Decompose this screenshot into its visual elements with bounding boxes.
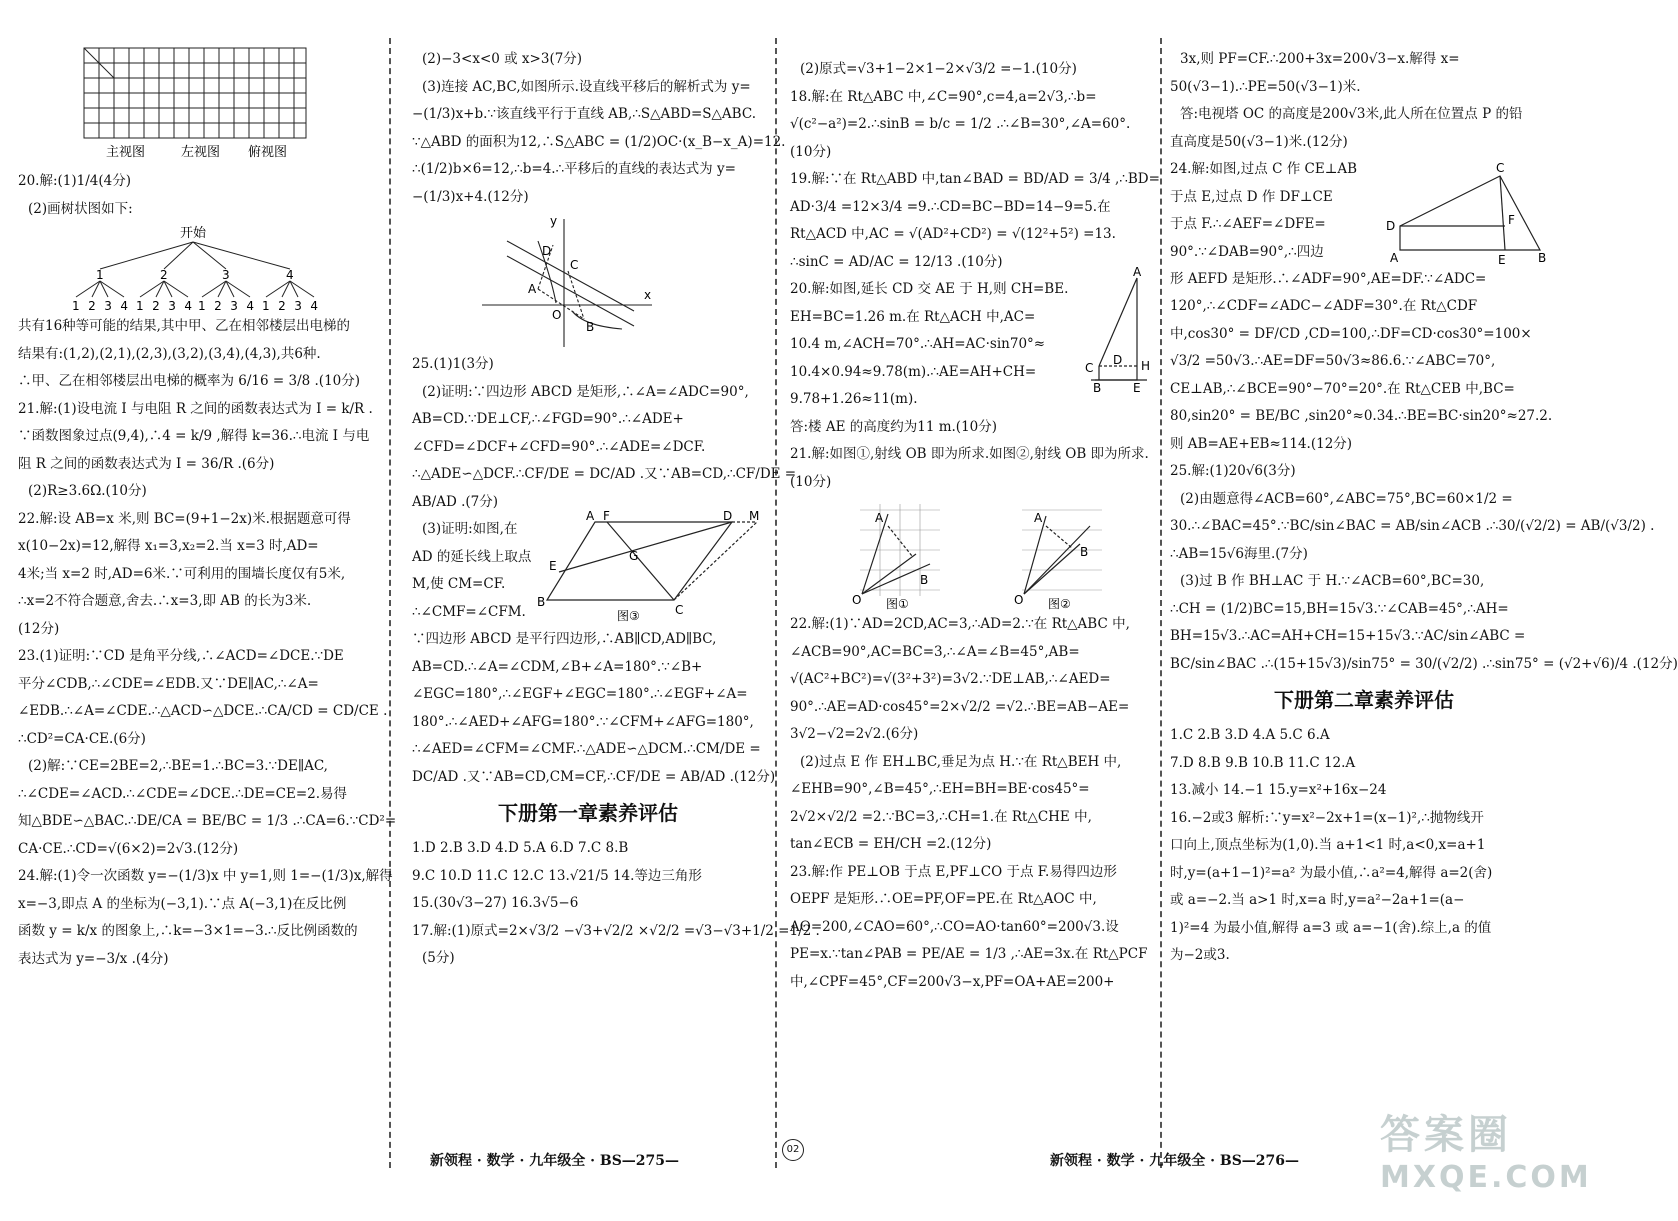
q25-part3-text: M,使 CM=CF. [412, 576, 506, 592]
q22-text: tan∠ECB = EH/CH =2.(12分) [790, 836, 992, 852]
point-label: A [1390, 251, 1399, 265]
watermark-url: MXQE.COM [1380, 1160, 1592, 1195]
tree-diagram-figure [18, 223, 373, 313]
answers-line: 17.解:(1)原式=2×√3/2 −√3+√2/2 ×√2/2 =√3−√3+1/2 =1/2 . [412, 922, 820, 939]
view-label-top: 俯视图 [248, 145, 288, 160]
answers-line: 1.C 2.B 3.D 4.A 5.C 6.A [1170, 727, 1330, 743]
point-label: E [1133, 381, 1141, 395]
q17-text: (2)原式=√3+1−2×1−2×√3/2 =−1.(10分) [800, 61, 1077, 77]
answers-line: 1.D 2.B 3.D 4.D 5.A 6.D 7.C 8.B [412, 840, 629, 856]
point-label: B [537, 595, 546, 609]
answers-line: 13.减小 14.−1 15.y=x²+16x−24 [1170, 782, 1387, 798]
point-label: A [586, 509, 595, 523]
q19-text: ∴sinC = AD/AC = 12/13 .(10分) [790, 253, 1003, 270]
q24-cont-text: −(1/3)x+4.(12分) [412, 188, 529, 205]
q25-text: ∴AB=15√6海里.(7分) [1170, 545, 1308, 562]
point-label: A [1133, 265, 1142, 279]
q22-text: 4米;当 x=2 时,AD=6米.∵可利用的围墙长度仅有5米, [18, 565, 346, 582]
q24-cont-text: (3)连接 AC,BC,如图所示.设直线平移后的解析式为 y= [422, 78, 751, 95]
q18-text: (10分) [790, 143, 832, 160]
tree-leaf-group: 1 2 3 4 [136, 299, 192, 313]
q25-text: ∴CH = (1/2)BC=15,BH=15√3.∵∠CAB=45°,∴AH= [1170, 600, 1509, 617]
q25-proof-text: ∴∠AED=∠CFM=∠CMF.∴△ADE∽△DCM.∴CM/DE = [412, 741, 761, 757]
point-label: G [629, 549, 639, 563]
q25-part3-block [412, 509, 764, 626]
q24-text: √3/2 =50√3.∴AE=DF=50√3≈86.6.∵∠ABC=70°, [1170, 353, 1496, 369]
q25-text: (2)证明:∵四边形 ABCD 是矩形,∴∠A=∠ADC=90°, [422, 383, 749, 400]
column-divider-1 [389, 38, 391, 1168]
q21-text: (2)R≥3.6Ω.(10分) [28, 483, 147, 499]
point-label: H [1141, 359, 1151, 373]
tree-leaf-group: 1 2 3 4 [72, 299, 128, 313]
point-label: M [749, 509, 760, 523]
origin-label: O [552, 308, 562, 322]
q25-text: BC/sin∠BAC .∴(15+15√3)/sin75° = 30/(√2/2) .∴sin75° = (√2+√6)/4 .(12分) [1170, 655, 1678, 672]
quadrilateral-figure [1380, 158, 1548, 266]
q20-text: 10.4 m,∠ACH=70°.∴AH=AC·sin70°≈ [790, 336, 1046, 352]
section-heading-chapter1: 下册第一章素养评估 [498, 801, 678, 825]
point-label: F [603, 509, 610, 523]
q23-text: ∴∠CDE=∠ACD.∴∠CDE=∠DCE.∴DE=CE=2.易得 [18, 785, 348, 802]
q21-text: 阻 R 之间的函数表达式为 I = 36/R .(6分) [18, 455, 275, 472]
column-divider-2 [775, 38, 777, 1168]
q23-text: 平分∠CDB,∴∠CDE=∠EDB.又∵DE∥AC,∴∠A= [18, 675, 319, 692]
q20-text: 10.4×0.94≈9.78(m).∴AE=AH+CH= [790, 363, 1037, 380]
point-label: B [1093, 381, 1102, 395]
q22-text: √(AC²+BC²)=√(3²+3²)=3√2.∵DE⊥AB,∴∠AED= [790, 671, 1111, 687]
point-label: A [1034, 511, 1043, 525]
q23-text: (2)解:∵CE=2BE=2,∴BE=1.∴BC=3.∵DE∥AC, [28, 758, 328, 774]
q18-text: 18.解:在 Rt△ABC 中,∠C=90°,c=4,a=2√3,∴b= [790, 88, 1097, 105]
point-label: E [1498, 253, 1506, 267]
point-label: D [1113, 353, 1123, 367]
view-label-front: 主视图 [106, 145, 146, 160]
figure-caption: 图② [1048, 597, 1071, 611]
building-figure [1085, 265, 1155, 398]
tree-leaf-group: 1 2 3 4 [198, 299, 254, 313]
point-label: B [1080, 545, 1089, 559]
point-label: B [920, 573, 929, 587]
q24-cont-text: −(1/3)x+b.∵该直线平行于直线 AB,∴S△ABD=S△ABC. [412, 106, 756, 122]
q23-text: 知△BDE∽△BAC.∴DE/CA = BE/BC = 1/3 .∴CA=6.∵CD²= [18, 813, 397, 829]
q25-text: ∠CFD=∠DCF+∠CFD=90°.∴∠ADE=∠DCF. [412, 438, 706, 455]
q25-text: BH=15√3.∴AC=AH+CH=15+15√3.∵AC/sin∠ABC = [1170, 628, 1526, 644]
q20-text: 答:楼 AE 的高度约为11 m.(10分) [790, 418, 998, 435]
q23-cont-text: 3x,则 PF=CF.∴200+3x=200√3−x.解得 x= [1180, 51, 1460, 67]
q20-text: ∴甲、乙在相邻楼层出电梯的概率为 6/16 = 3/8 .(10分) [18, 373, 361, 389]
q25-text: AB=CD.∵DE⊥CF,∴∠FGD=90°.∴∠ADE+ [412, 411, 684, 427]
point-label: O [1014, 593, 1024, 607]
q23-text: 23.(1)证明:∵CD 是角平分线,∴∠ACD=∠DCE.∵DE [18, 648, 344, 664]
q23-cont-text: 50(√3−1).∴PE=50(√3−1)米. [1170, 78, 1361, 95]
q24-text: 24.解:如图,过点 C 作 CE⊥AB [1170, 161, 1358, 177]
q22-text: ∴x=2不符合题意,舍去.∴x=3,即 AB 的长为3米. [18, 593, 312, 609]
point-label: C [1085, 361, 1094, 375]
q24-cont-text: (2)−3<x<0 或 x>3(7分) [422, 51, 583, 67]
point-label: B [1538, 251, 1547, 265]
q23-text: ∴CD²=CA·CE.(6分) [18, 730, 146, 747]
point-label: D [542, 244, 552, 258]
q23-cont-text: 答:电视塔 OC 的高度是200√3米,此人所在位置点 P 的铅 [1180, 106, 1523, 122]
q24-text: 于点 E,过点 D 作 DF⊥CE [1170, 188, 1333, 205]
ray-construction-figures [790, 496, 1160, 611]
point-label: D [723, 509, 733, 523]
q20-text: EH=BC=1.26 m.在 Rt△ACH 中,AC= [790, 308, 1036, 325]
section-heading-chapter2: 下册第二章素养评估 [1274, 688, 1454, 712]
answers-line: 或 a=−2.当 a>1 时,x=a 时,y=a²−2a+1=(a− [1170, 892, 1465, 908]
answers-line: 口向上,顶点坐标为(1,0).当 a+1<1 时,a<0,x=a+1 [1170, 837, 1486, 853]
q22-text: 2√2×√2/2 =2.∵BC=3,∴CH=1.在 Rt△CHE 中, [790, 808, 1092, 825]
q24-cont-text: ∵△ABD 的面积为12,∴S△ABC = (1/2)OC·(x_B−x_A)=12. [412, 133, 786, 150]
q23-text: AO=200,∠CAO=60°,∴CO=AO·tan60°=200√3.设 [790, 918, 1119, 935]
figure-caption: 图③ [617, 609, 640, 623]
footer-left: 新领程 · 数学 · 九年级全 · BS—275— [430, 1153, 680, 1169]
column-3 [790, 56, 1160, 996]
q25-part3-text: (3)证明:如图,在 [422, 521, 518, 537]
q22-text: (12分) [18, 620, 60, 637]
q22-text: 90°.∴AE=AD·cos45°=2×√2/2 =√2.∴BE=AB−AE= [790, 698, 1130, 715]
q25-text: 25.(1)1(3分) [412, 356, 494, 372]
q24-text: 80,sin20° = BE/BC ,sin20°≈0.34.∴BE=BC·sin20°≈27.2. [1170, 408, 1553, 424]
q19-text: 19.解:∵在 Rt△ABD 中,tan∠BAD = BD/AD = 3/4 ,∴BD= [790, 171, 1160, 187]
q23-text: 中,∠CPF=45°,CF=200√3−x,PF=OA+AE=200+ [790, 973, 1115, 990]
q24-text: 90°.∵∠DAB=90°,∴四边 [1170, 243, 1324, 260]
q22-text: 3√2−√2=2√2.(6分) [790, 726, 919, 742]
q19-text: AD·3/4 =12×3/4 =9.∴CD=BC−BD=14−9=5.在 [790, 198, 1111, 215]
q20-text: 9.78+1.26≈11(m). [790, 391, 918, 407]
axis-label-y: y [550, 214, 558, 228]
answers-line: 时,y=(a+1−1)²=a² 为最小值,∴a²=4,解得 a=2(舍) [1170, 864, 1493, 881]
q25-text: 30.∴∠BAC=45°.∵BC/sin∠BAC = AB/sin∠ACB .∴30/(√2/2) = AB/(√3/2) . [1170, 518, 1655, 534]
q19-text: Rt△ACD 中,AC = √(AD²+CD²) = √(12²+5²) =13. [790, 226, 1116, 242]
q23-text: CA·CE.∴CD=√(6×2)=2√3.(12分) [18, 840, 239, 857]
column-1 [18, 40, 397, 973]
q21-text: ∵函数图象过点(9,4),∴4 = k/9 ,解得 k=36.∴电流 I 与电 [18, 428, 370, 444]
watermark-title: 答案圈 [1380, 1112, 1512, 1158]
point-label: C [675, 603, 684, 617]
q22-text: x(10−2x)=12,解得 x₁=3,x₂=2.当 x=3 时,AD= [18, 538, 319, 554]
column-divider-3 [1160, 38, 1162, 1168]
q24-text: 120°,∴∠CDF=∠ADC−∠ADF=30°.在 Rt△CDF [1170, 298, 1478, 314]
answers-line: 为−2或3. [1170, 947, 1230, 963]
q25-text: AB/AD .(7分) [412, 493, 498, 510]
q25-text: (2)由题意得∠ACB=60°,∠ABC=75°,BC=60×1/2 = [1180, 490, 1513, 507]
q22-text: (2)过点 E 作 EH⊥BC,垂足为点 H.∵在 Rt△BEH 中, [800, 753, 1122, 770]
point-label: C [570, 258, 579, 272]
point-label: O [852, 593, 862, 607]
q24-block [1170, 156, 1558, 293]
footer-right: 新领程 · 数学 · 九年级全 · BS—276— [1050, 1153, 1300, 1169]
tree-node: 2 [160, 268, 168, 282]
q20-text: 共有16种等可能的结果,其中甲、乙在相邻楼层出电梯的 [18, 318, 350, 334]
q23-text: OEPF 是矩形.∴OE=PF,OF=PE.在 Rt△AOC 中, [790, 891, 1097, 907]
q25-proof-text: ∠EGC=180°,∴∠EGF+∠EGC=180°.∴∠EGF+∠A= [412, 686, 748, 702]
q25-text: ∴△ADE∽△DCF.∴CF/DE = DC/AD .又∵AB=CD,∴CF/DE = [412, 466, 797, 482]
q21-text: (10分) [790, 473, 832, 490]
q20-text: 20.解:如图,延长 CD 交 AE 于 H,则 CH=BE. [790, 281, 1069, 297]
q24-cont-text: ∴(1/2)b×6=12,∴b=4.∴平移后的直线的表达式为 y= [412, 161, 736, 177]
q24-text: 表达式为 y=−3/x .(4分) [18, 950, 169, 967]
q25-part3-text: ∴∠CMF=∠CFM. [412, 603, 526, 620]
point-label: B [586, 320, 595, 334]
point-label: A [875, 511, 884, 525]
tree-node: 4 [286, 268, 294, 282]
q21-text: 21.解:如图①,射线 OB 即为所求.如图②,射线 OB 即为所求. [790, 446, 1149, 462]
q22-text: 22.解:(1)∵AD=2CD,AC=3,∴AD=2.∵在 Rt△ABC 中, [790, 616, 1130, 632]
q24-text: 24.解:(1)令一次函数 y=−(1/3)x 中 y=1,则 1=−(1/3)x,解得 [18, 868, 393, 884]
q24-text: 则 AB=AE+EB≈114.(12分) [1170, 435, 1353, 452]
q22-text: ∠ACB=90°,AC=BC=3,∴∠A=∠B=45°,AB= [790, 643, 1080, 660]
q25-text: (3)过 B 作 BH⊥AC 于 H.∵∠ACB=60°,BC=30, [1180, 573, 1485, 589]
point-label: A [528, 282, 537, 296]
three-view-grid-figure [18, 40, 373, 168]
q24-text: x=−3,即点 A 的坐标为(−3,1).∵点 A(−3,1)在反比例 [18, 895, 347, 912]
answers-line: 9.C 10.D 11.C 12.C 13.√21/5 14.等边三角形 [412, 867, 702, 884]
point-label: D [1386, 219, 1396, 233]
point-label: C [1496, 161, 1505, 175]
q24-text: 中,cos30° = DF/CD ,CD=100,∴DF=CD·cos30°=100× [1170, 325, 1532, 342]
q23-text: 23.解:作 PE⊥OB 于点 E,PF⊥CO 于点 F.易得四边形 [790, 863, 1117, 880]
q20-text: 结果有:(1,2),(2,1),(2,3),(3,2),(3,4),(4,3),共6种. [18, 345, 321, 362]
tree-root: 开始 [180, 226, 207, 241]
q23-cont-text: 直高度是50(√3−1)米.(12分) [1170, 133, 1348, 150]
q25-proof-text: AB=CD.∴∠A=∠CDM,∠B+∠A=180°.∵∠B+ [412, 658, 703, 675]
q25-text: 25.解:(1)20√6(3分) [1170, 463, 1296, 479]
answers-line: (5分) [422, 950, 455, 966]
view-label-left: 左视图 [181, 145, 221, 160]
q20-answer-1: 20.解:(1)1/4(4分) [18, 173, 131, 189]
answers-line: 1)²=4 为最小值,解得 a=3 或 a=−1(舍).综上,a 的值 [1170, 919, 1492, 936]
parallelogram-figure [537, 510, 762, 645]
q21-text: 21.解:(1)设电流 I 与电阻 R 之间的函数表达式为 I = k/R . [18, 400, 373, 417]
point-label: E [549, 559, 557, 573]
figure-caption: 图① [886, 597, 909, 611]
q22-text: 22.解:设 AB=x 米,则 BC=(9+1−2x)米.根据题意可得 [18, 510, 351, 527]
q20-block [790, 265, 1160, 441]
q25-part3-text: AD 的延长线上取点 [412, 548, 532, 565]
tree-node: 3 [222, 268, 230, 282]
axis-label-x: x [644, 288, 652, 302]
page-mark: 02 [782, 1139, 804, 1161]
q24-text: 函数 y = k/x 的图象上,∴k=−3×1=−3.∴反比例函数的 [18, 923, 358, 939]
watermark-logo [1380, 1110, 1592, 1210]
answers-line: 15.(30√3−27) 16.3√5−6 [412, 895, 579, 911]
tree-leaf-group: 1 2 3 4 [262, 299, 318, 313]
q23-text: PE=x.∵tan∠PAB = PE/AE = 1/3 ,∴AE=3x.在 Rt△PCF [790, 946, 1148, 962]
column-4 [1170, 46, 1678, 970]
q25-proof-text: ∵四边形 ABCD 是平行四边形,∴AB∥CD,AD∥BC, [412, 631, 717, 647]
q22-text: ∠EHB=90°,∠B=45°,∴EH=BH=BE·cos45°= [790, 781, 1090, 797]
q23-text: ∠EDB.∴∠A=∠CDE.∴△ACD∽△DCE.∴CA/CD = CD/CE . [18, 703, 388, 719]
answers-line: 7.D 8.B 9.B 10.B 11.C 12.A [1170, 754, 1356, 771]
q18-text: √(c²−a²)=2.∴sinB = b/c = 1/2 .∴∠B=30°,∠A=60°. [790, 116, 1131, 132]
tree-node: 1 [96, 268, 104, 282]
answers-line: 16.−2或3 解析:∵y=x²−2x+1=(x−1)²,∴抛物线开 [1170, 809, 1484, 826]
q25-proof-text: 180°.∴∠AED+∠AFG=180°.∵∠CFM+∠AFG=180°, [412, 713, 754, 730]
q20-answer-2: (2)画树状图如下: [28, 200, 133, 217]
q24-text: CE⊥AB,∴∠BCE=90°−70°=20°.在 Rt△CEB 中,BC= [1170, 380, 1515, 397]
q25-proof-text: DC/AD .又∵AB=CD,CM=CF,∴CF/DE = AB/AD .(12分) [412, 768, 776, 785]
q24-text: 于点 F.∴∠AEF=∠DFE= [1170, 216, 1326, 232]
q24-text: 形 AEFD 是矩形.∴∠ADF=90°,AE=DF.∵∠ADC= [1170, 271, 1487, 287]
point-label: F [1508, 213, 1515, 227]
q24-graph-figure [412, 211, 764, 351]
